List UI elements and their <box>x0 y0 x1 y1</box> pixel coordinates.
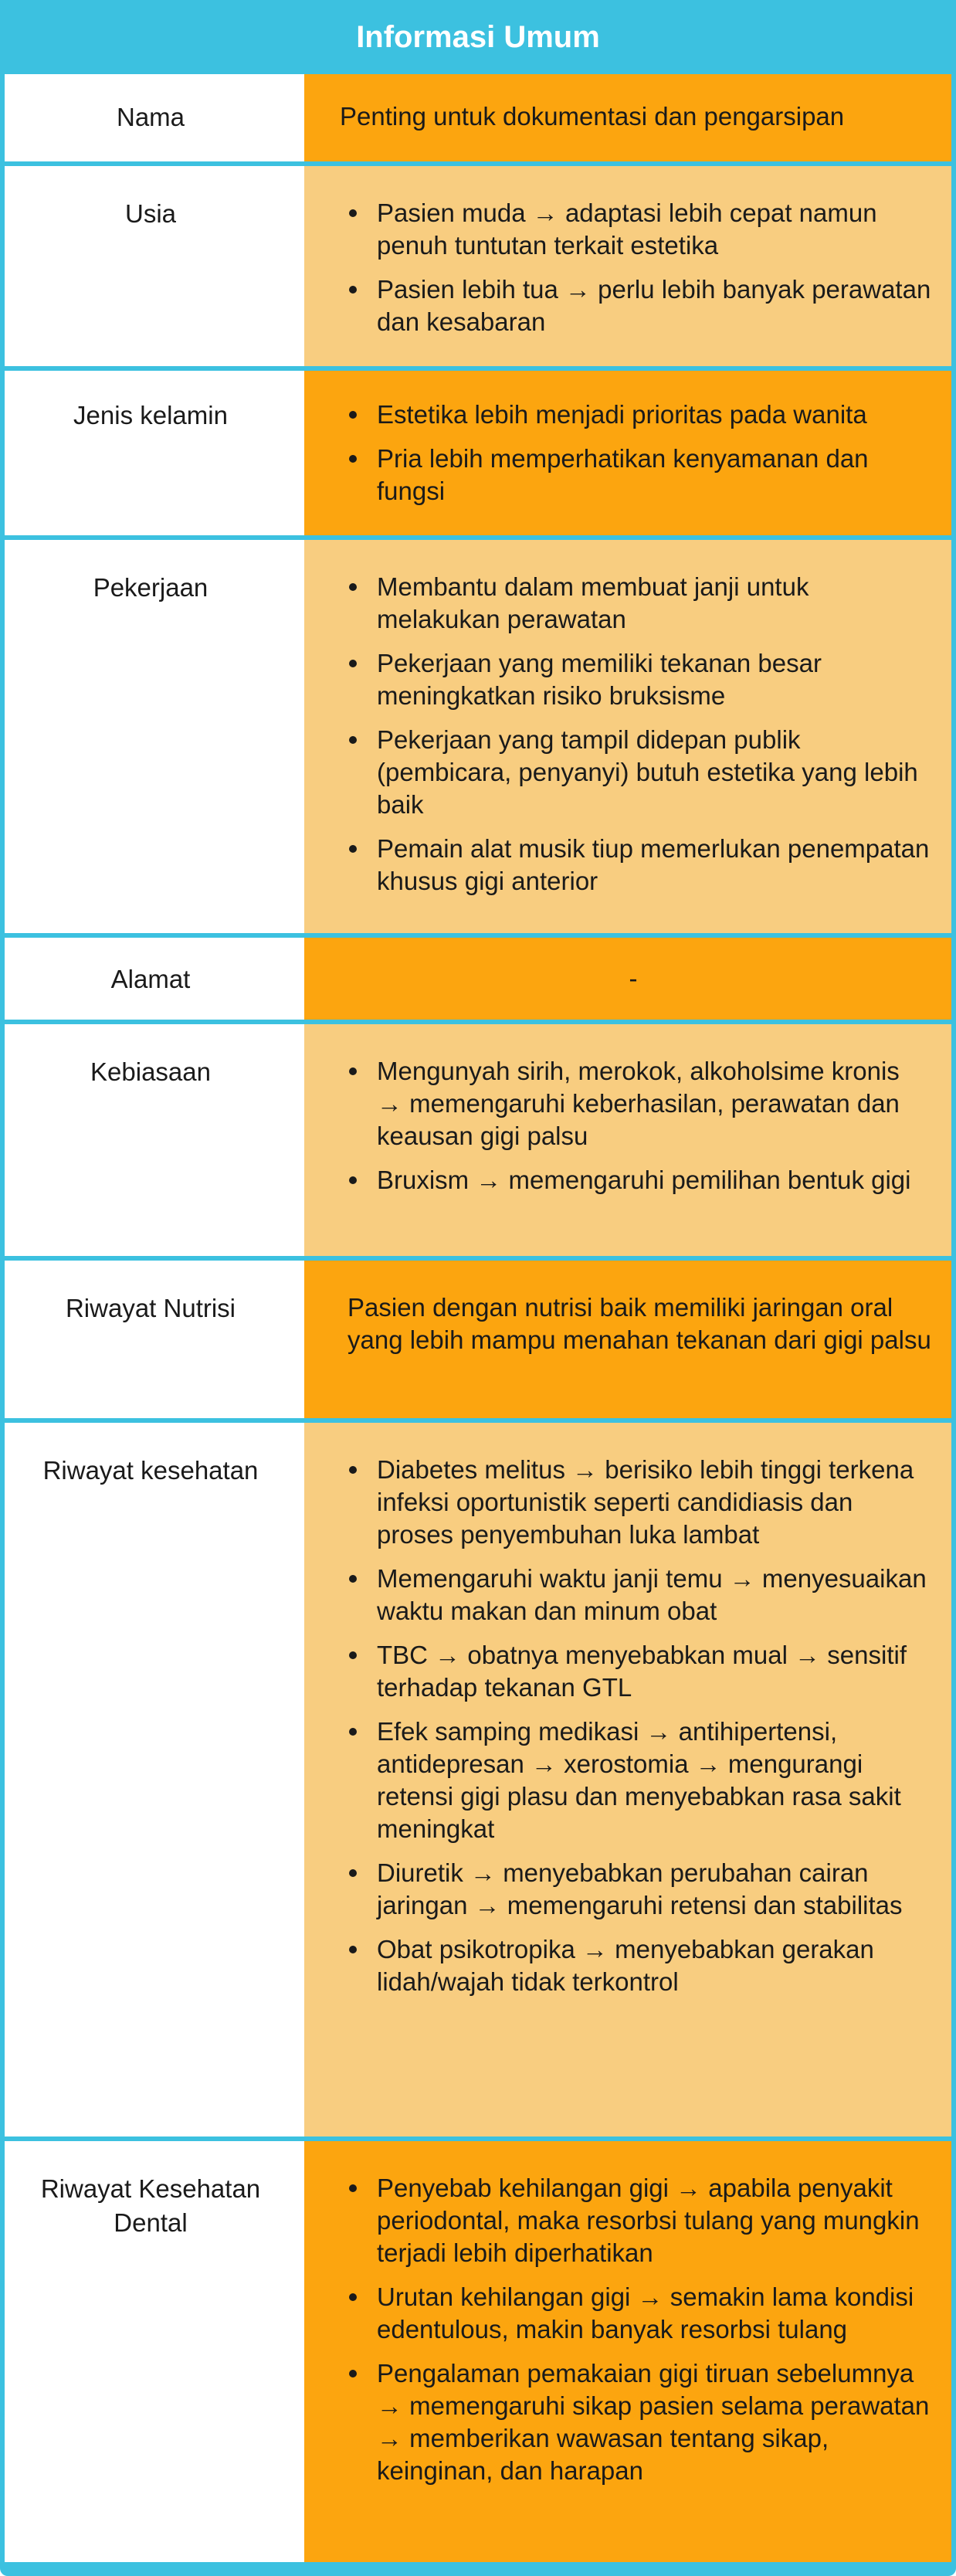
bullet-list <box>335 2141 931 2487</box>
list-item: Pengalaman pemakaian gigi tiruan sebelumnya → memengaruhi sikap pasien selama perawatan → memberikan wawasan tentang sikap, keinginan, dan harapan <box>335 2357 931 2487</box>
row-content <box>297 74 951 161</box>
row-text: Penting untuk dokumentasi dan pengarsipan <box>340 102 845 131</box>
list-item: Membantu dalam membuat janji untuk melakukan perawatan <box>335 571 931 636</box>
list-item: Penyebab kehilangan gigi → apabila penyakit periodontal, maka resorbsi tulang yang mungkin terjadi lebih diperhatikan <box>335 2172 931 2269</box>
list-item: Obat psikotropika → menyebabkan gerakan lidah/wajah tidak terkontrol <box>335 1933 931 1998</box>
row-content <box>297 1024 951 1256</box>
row-label: Alamat <box>5 938 297 1020</box>
table-row-riwayat-nutrisi <box>5 1256 951 1418</box>
row-content <box>297 938 951 1020</box>
bullet-list <box>335 371 931 507</box>
list-item: Mengunyah sirih, merokok, alkoholsime kronis → memengaruhi keberhasilan, perawatan dan keausan gigi palsu <box>335 1055 931 1152</box>
row-content <box>297 371 951 535</box>
table-row-riwayat-kesehatan <box>5 1418 951 2136</box>
table-row-alamat <box>5 933 951 1020</box>
row-text: Pasien dengan nutrisi baik memiliki jaringan oral yang lebih mampu menahan tekanan dari gigi palsu <box>347 1293 931 1354</box>
table-row-usia <box>5 161 951 366</box>
list-item: Diuretik → menyebabkan perubahan cairan jaringan → memengaruhi retensi dan stabilitas <box>335 1857 931 1922</box>
row-content <box>297 166 951 366</box>
row-label: Nama <box>5 74 297 161</box>
bullet-list <box>335 1024 931 1196</box>
row-content <box>297 1423 951 2136</box>
bullet-list <box>335 540 931 898</box>
list-item: Pasien lebih tua → perlu lebih banyak perawatan dan kesabaran <box>335 273 931 338</box>
bullet-list <box>335 1423 931 1998</box>
table-row-nama <box>5 74 951 161</box>
table-row-kebiasaan <box>5 1020 951 1256</box>
list-item: Estetika lebih menjadi prioritas pada wanita <box>335 399 931 431</box>
list-item: TBC → obatnya menyebabkan mual → sensitif terhadap tekanan GTL <box>335 1639 931 1704</box>
list-item: Diabetes melitus → berisiko lebih tinggi terkena infeksi oportunistik seperti candidiasis dan proses penyembuhan luka lambat <box>335 1454 931 1551</box>
row-label: Kebiasaan <box>5 1024 297 1256</box>
list-item: Efek samping medikasi → antihipertensi, antidepresan → xerostomia → mengurangi retensi gigi plasu dan menyebabkan rasa sakit meningkat <box>335 1716 931 1845</box>
info-table <box>5 74 951 2562</box>
list-item: Pria lebih memperhatikan kenyamanan dan fungsi <box>335 443 931 507</box>
row-text: - <box>629 964 638 993</box>
list-item: Pekerjaan yang memiliki tekanan besar meningkatkan risiko bruksisme <box>335 647 931 712</box>
row-label: Riwayat Nutrisi <box>5 1261 297 1418</box>
list-item: Urutan kehilangan gigi → semakin lama kondisi edentulous, makin banyak resorbsi tulang <box>335 2281 931 2346</box>
table-title: Informasi Umum <box>5 0 951 74</box>
row-label: Riwayat Kesehatan Dental <box>5 2141 297 2562</box>
bullet-list <box>335 166 931 338</box>
row-label: Pekerjaan <box>5 540 297 933</box>
row-content <box>297 1261 951 1418</box>
list-item: Pemain alat musik tiup memerlukan penempatan khusus gigi anterior <box>335 833 931 898</box>
row-label: Usia <box>5 166 297 366</box>
list-item: Pasien muda → adaptasi lebih cepat namun penuh tuntutan terkait estetika <box>335 197 931 262</box>
row-content <box>297 540 951 933</box>
row-label: Riwayat kesehatan <box>5 1423 297 2136</box>
list-item: Memengaruhi waktu janji temu → menyesuaikan waktu makan dan minum obat <box>335 1563 931 1627</box>
table-row-riwayat-kesehatan-dental <box>5 2136 951 2562</box>
list-item: Bruxism → memengaruhi pemilihan bentuk gigi <box>335 1164 931 1196</box>
table-row-pekerjaan <box>5 535 951 933</box>
table-row-jenis-kelamin <box>5 366 951 535</box>
list-item: Pekerjaan yang tampil didepan publik (pembicara, penyanyi) butuh estetika yang lebih baik <box>335 724 931 821</box>
row-content <box>297 2141 951 2562</box>
row-label: Jenis kelamin <box>5 371 297 535</box>
